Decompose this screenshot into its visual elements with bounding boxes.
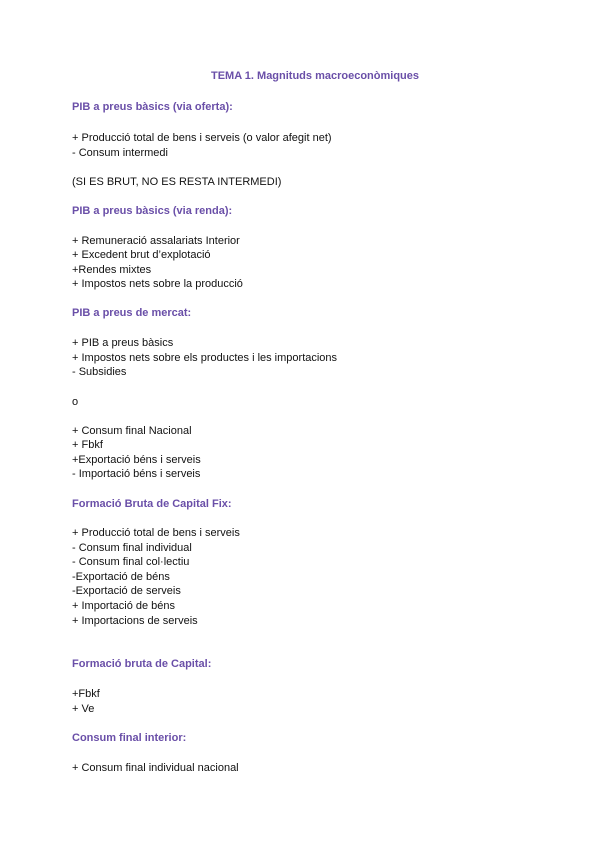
section-heading-fbk: Formació bruta de Capital: xyxy=(72,658,212,670)
line-item: - Consum intermedi xyxy=(72,147,168,159)
line-item: + Impostos nets sobre els productes i les importacions xyxy=(72,352,338,364)
note-text: (SI ES BRUT, NO ES RESTA INTERMEDI) xyxy=(72,176,282,188)
section-heading-pib-renda: PIB a preus bàsics (via renda): xyxy=(72,205,233,217)
separator-text: o xyxy=(72,396,79,408)
line-item: + Remuneració assalariats Interior xyxy=(72,235,240,247)
section-heading-fbkf: Formació Bruta de Capital Fix: xyxy=(72,498,232,510)
line-item: + Consum final Nacional xyxy=(72,425,192,437)
line-item: + Producció total de bens i serveis xyxy=(72,527,240,539)
line-item: + Importacions de serveis xyxy=(72,615,198,627)
line-item: -Exportació de serveis xyxy=(72,585,181,597)
line-item: + PIB a preus bàsics xyxy=(72,337,174,349)
line-item: +Fbkf xyxy=(72,688,100,700)
line-item: + Consum final individual nacional xyxy=(72,762,239,774)
line-item: + Fbkf xyxy=(72,439,103,451)
line-item: -Exportació de béns xyxy=(72,571,170,583)
line-item: + Ve xyxy=(72,703,95,715)
section-heading-pib-mercat: PIB a preus de mercat: xyxy=(72,307,192,319)
section-heading-pib-oferta: PIB a preus bàsics (via oferta): xyxy=(72,101,233,113)
line-item: - Consum final individual xyxy=(72,542,192,554)
page-title: TEMA 1. Magnituds macroeconòmiques xyxy=(210,70,419,82)
line-item: + Impostos nets sobre la producció xyxy=(72,278,243,290)
line-item: - Consum final col·lectiu xyxy=(72,556,190,568)
line-item: +Rendes mixtes xyxy=(72,264,152,276)
line-item: + Importació de béns xyxy=(72,600,176,612)
line-item: - Importació béns i serveis xyxy=(72,468,201,480)
section-heading-consum-final: Consum final interior: xyxy=(72,732,187,744)
line-item: - Subsidies xyxy=(72,366,127,378)
line-item: +Exportació béns i serveis xyxy=(72,454,201,466)
line-item: + Producció total de bens i serveis (o valor afegit net) xyxy=(72,132,332,144)
line-item: + Excedent brut d’explotació xyxy=(72,249,211,261)
